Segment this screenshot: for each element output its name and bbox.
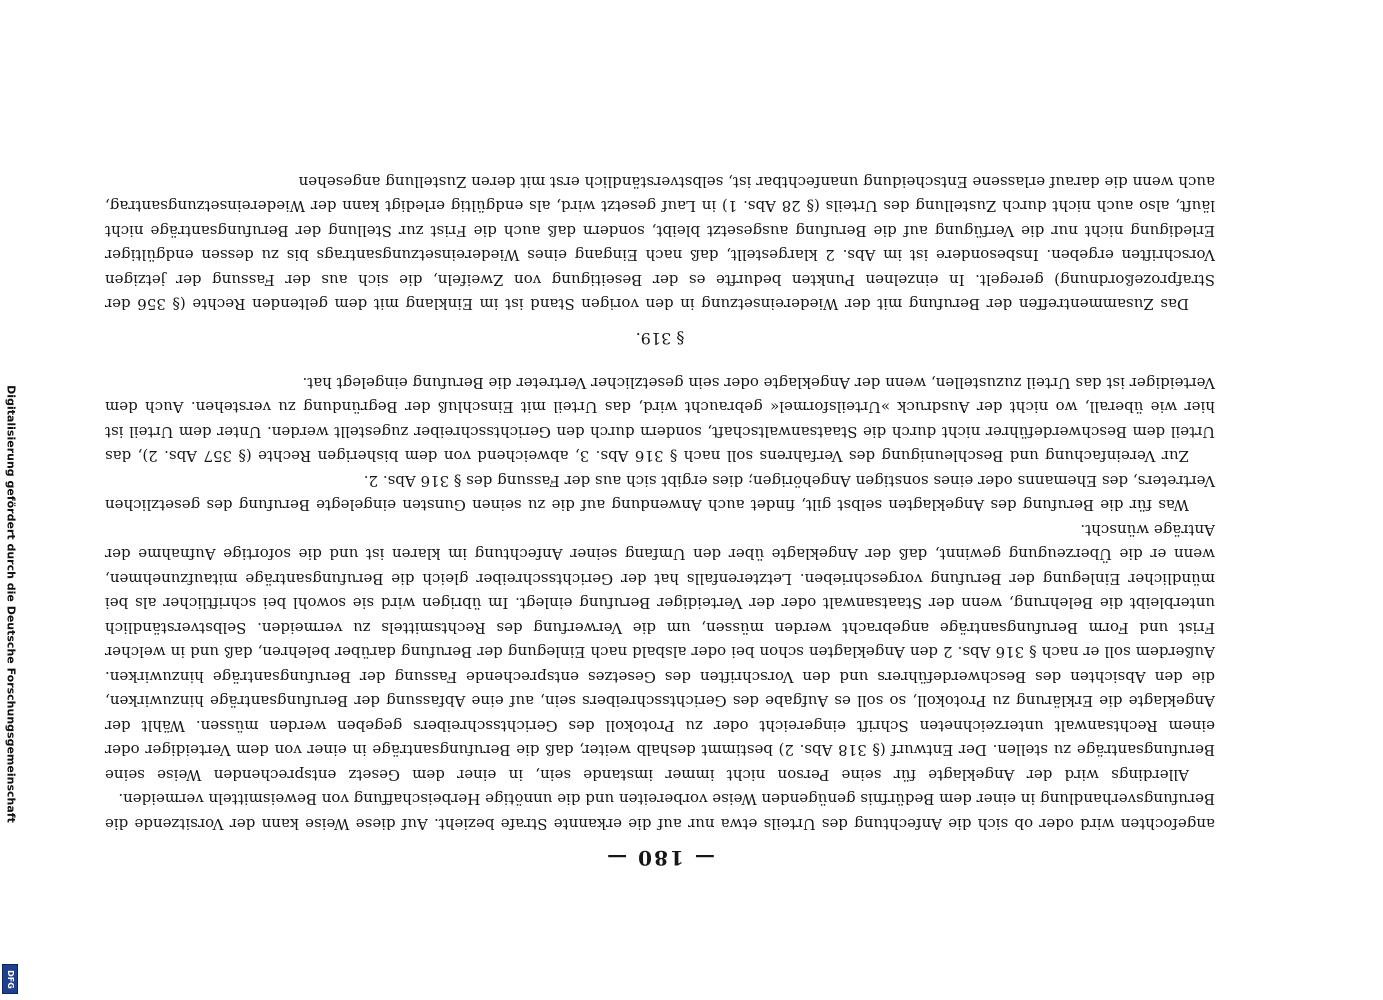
digitization-footer: [0, 0, 22, 1000]
section-heading: § 319.: [635, 329, 685, 349]
paragraph: angefochten wird oder ob sich die Anfechtung des Urteils etwa nur auf die erkannte Strafe bezieht. Auf diese Weise kann der Vorsitzende die Berufungsverhandlung in einer dem Bedürfnis genügenden Weise vorbereiten und die unnötige Herbeischaffung von Beweismitteln vermeiden.: [105, 790, 1215, 833]
dfg-logo: [2, 964, 18, 994]
dfg-logo-text: DFG: [5, 969, 15, 989]
paragraph: Zur Vereinfachung und Beschleunigung des Verfahrens soll nach § 316 Abs. 3, abweichend von dem bisherigen Rechte (§ 357 Abs. 2), das Urteil dem Beschwerdeführer nicht durch die Staatsanwaltschaft, sondern durch den Gerichtsschreiber zugestellt werden. Unter dem Urteil ist hier wie überall, wo nicht der Ausdruck »Urteilsformel« gebraucht wird, das Urteil mit Einschluß der Begründung zu verstehen. Auch dem Verteidiger ist das Urteil zuzustellen, wenn der Angeklagte oder sein gesetzlicher Vertreter die Berufung eingelegt hat.: [105, 374, 1215, 466]
scanned-page-rotated: [105, 140, 1215, 870]
paragraph: Was für die Berufung des Angeklagten selbst gilt, findet auch Anwendung auf die zu seinen Gunsten eingelegte Berufung des gesetzlichen Vertreters, des Ehemanns oder eines sonstigen Angehörigen; dies ergibt sich aus der Fassung des § 316 Abs. 2.: [105, 472, 1215, 515]
footer-credit-text: Digitalisierung gefördert durch die Deutsche Forschungsgemeinschaft: [4, 385, 18, 823]
section-body-text: [105, 170, 1215, 317]
body-text: [105, 371, 1215, 837]
paragraph: Allerdings wird der Angeklagte für seine Person nicht immer imstande sein, in einer dem Gesetz entsprechenden Weise seine Berufungsanträge zu stellen. Der Entwurf (§ 318 Abs. 2) bestimmt deshalb weiter, daß die Berufungsanträge in einer von dem Verteidiger oder einem Rechtsanwalt unterzeichneten Schrift eingereicht oder zu Protokoll des Gerichtsschreibers gegeben werden müssen. Wählt der Angeklagte die Erklärung zu Protokoll, so soll es Aufgabe des Gerichtsschreibers sein, auf eine Abfassung der Berufungsanträge hinzuwirken, die den Absichten des Beschwerdeführers und den Vorschriften des Gesetzes entsprechende Fassung der Berufungsanträge hinzuwirken. Außerdem soll er nach § 316 Abs. 2 den Angeklagten schon bei oder alsbald nach Einlegung der Berufung darüber belehren, daß und in welcher Frist und Form Berufungsanträge angebracht werden müssen, um die Verwerfung des Rechtsmittels zu vermeiden. Selbstverständlich unterbleibt die Belehrung, wenn der Staatsanwalt oder der Verteidiger Berufung einlegt. Im übrigen wird sie sowohl bei schriftlicher als bei mündlicher Einlegung der Berufung vorgeschrieben. Letzterenfalls hat der Gerichtsschreiber gleich die Berufungsanträge mitaufzunehmen, wenn er die Überzeugung gewinnt, daß der Angeklagte über den Umfang seiner Anfechtung im klaren ist und die sofortige Aufnahme der Anträge wünscht.: [105, 521, 1215, 784]
paragraph: Das Zusammentreffen der Berufung mit der Wiedereinsetzung in den vorigen Stand ist im Einklang mit dem geltenden Rechte (§ 356 der Strafprozeßordnung) geregelt. In einzelnen Punkten bedurfte es der Beseitigung von Zweifeln, die sich aus der Fassung der jetzigen Vorschriften ergeben. Insbesondere ist im Abs. 2 klargestellt, daß nach Eingang eines Wiedereinsetzungsantrags bis zu dessen endgültiger Erledigung nicht nur die Verfügung auf die Berufung ausgesetzt bleibt, sondern daß auch die Frist zur Stellung der Berufungsanträge nicht läuft, also auch nicht durch Zustellung des Urteils (§ 28 Abs. 1) in Lauf gesetzt wird, als endgültig erledigt kann der Wiedereinsetzungsantrag, auch wenn die darauf erlassene Entscheidung unanfechtbar ist, selbstverständlich erst mit deren Zustellung angesehen: [105, 173, 1215, 314]
page-number: — 180 —: [605, 846, 715, 870]
